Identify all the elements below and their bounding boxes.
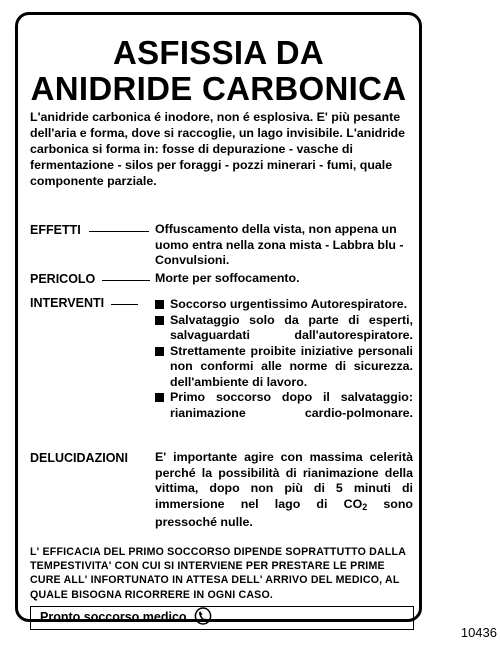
delucidazioni-label: DELUCIDAZIONI xyxy=(30,451,128,465)
square-bullet-icon xyxy=(155,316,164,325)
pericolo-text: Morte per soffocamento. xyxy=(155,271,300,285)
interventi-list xyxy=(155,297,413,421)
outro-paragraph: L' EFFICACIA DEL PRIMO SOCCORSO DIPENDE SOPRATTUTTO DALLA TEMPESTIVITA' CON CUI SI INTERVIENE PER PRESTARE LE PRIME CURE ALL' INFORTUNATO IN ATTESA DELL' ARRIVO DEL MEDICO, AL QUALE BISOGNA RICORRERE IN OGNI CASO. xyxy=(30,546,406,601)
sign-title-line1: ASFISSIA DA xyxy=(112,34,325,71)
interventi-list-container xyxy=(155,297,413,421)
pericolo-leader-line xyxy=(102,280,150,281)
interventi-leader-line xyxy=(111,304,138,305)
list-item: Salvataggio solo da parte di esperti, salvaguardati dall'autorespiratore. xyxy=(155,313,413,344)
sign-title-line2: ANIDRIDE CARBONICA xyxy=(30,70,407,107)
intro-paragraph: L'anidride carbonica é inodore, non é esplosiva. E' più pesante dell'aria e forma, dove si raccoglie, un lago invisibile. L'anidride carbonica si forma in: fosse di depurazione - vasche di fermentazione - silos per foraggi - pozzi minerari - fumi, quale componente parziale. xyxy=(30,110,405,188)
pronto-soccorso-box xyxy=(30,606,414,630)
warning-sign xyxy=(15,12,422,622)
phone-icon xyxy=(194,607,212,625)
list-item: Soccorso urgentissimo Autorespiratore. xyxy=(155,297,413,313)
square-bullet-icon xyxy=(155,300,164,309)
figure-code: 10436 xyxy=(460,625,497,640)
interventi-label: INTERVENTI xyxy=(30,296,105,310)
effetti-label: EFFETTI xyxy=(30,223,81,237)
effetti-leader-line xyxy=(89,231,149,232)
square-bullet-icon xyxy=(155,347,164,356)
list-item: Strettamente proibite iniziative personali non conformi alle norme di sicurezza. dell'ambiente di lavoro. xyxy=(155,344,413,391)
effetti-text: Offuscamento della vista, non appena un uomo entra nella zona mista - Labbra blu - Convulsioni. xyxy=(155,222,404,267)
list-item: Primo soccorso dopo il salvataggio: rianimazione cardio-polmonare. xyxy=(155,390,413,421)
square-bullet-icon xyxy=(155,393,164,402)
pronto-soccorso-label: Pronto soccorso medico xyxy=(40,610,187,624)
delucidazioni-text: E' importante agire con massima celerità perché la possibilità di rianimazione della vittima, dopo non più di 5 minuti di immersione nel lago di $CO_2$ sono pressoché nulle. xyxy=(155,450,414,529)
pericolo-label: PERICOLO xyxy=(30,272,96,286)
